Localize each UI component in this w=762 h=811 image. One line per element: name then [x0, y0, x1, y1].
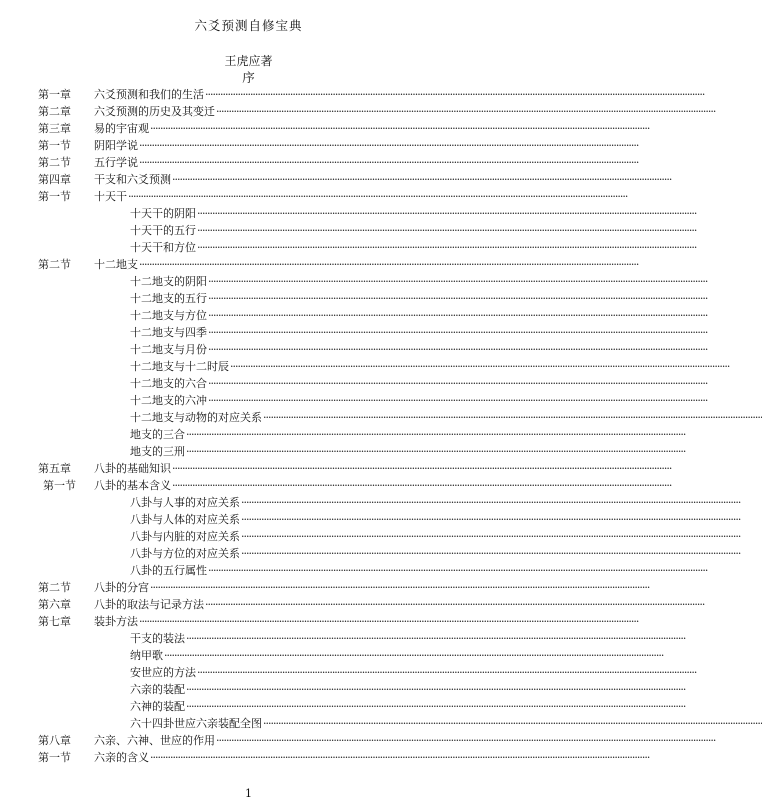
- page-number: 1: [245, 787, 252, 800]
- toc-leader-dots: ········································································································································································································: [139, 258, 639, 271]
- toc-leader-dots: ········································································································································································································: [230, 360, 730, 373]
- toc-leader-dots: ········································································································································································································: [186, 445, 686, 458]
- toc-entry-text: 十二地支与方位: [130, 309, 207, 322]
- toc-entry-label: 第七章: [38, 615, 71, 628]
- toc-leader-dots: ········································································································································································································: [197, 666, 697, 679]
- toc-leader-dots: ········································································································································································································: [150, 581, 650, 594]
- toc-entry-text: 八卦与方位的对应关系: [130, 547, 240, 560]
- toc-entry: [0, 732, 716, 749]
- toc-entry: [0, 426, 686, 443]
- toc-entry-text: 八卦的五行属性: [130, 564, 207, 577]
- toc-leader-dots: ········································································································································································································: [205, 598, 705, 611]
- toc-entry-text: 十二地支与十二时辰: [130, 360, 229, 373]
- toc-entry-label: 第六章: [38, 598, 71, 611]
- toc-entry: [0, 358, 730, 375]
- toc-entry-text: 十二地支的五行: [130, 292, 207, 305]
- toc-leader-dots: ········································································································································································································: [208, 394, 708, 407]
- toc-entry-label: 第二节: [38, 258, 71, 271]
- toc-entry: [0, 341, 708, 358]
- toc-entry: [0, 698, 686, 715]
- toc-entry-text: 六十四卦世应六亲装配全图: [130, 717, 262, 730]
- toc-leader-dots: ········································································································································································································: [186, 632, 686, 645]
- toc-leader-dots: ········································································································································································································: [241, 547, 741, 560]
- toc-entry-text: 十天干的阴阳: [130, 207, 196, 220]
- toc-leader-dots: ········································································································································································································: [172, 462, 672, 475]
- toc-entry: [0, 545, 741, 562]
- toc-leader-dots: ········································································································································································································: [263, 717, 762, 730]
- toc-entry: [0, 273, 708, 290]
- toc-entry: [0, 205, 697, 222]
- toc-entry-text: 地支的三合: [130, 428, 185, 441]
- toc-entry: [0, 494, 741, 511]
- toc-leader-dots: ········································································································································································································: [197, 207, 697, 220]
- toc-entry-text: 五行学说: [94, 156, 138, 169]
- toc-entry: [0, 681, 686, 698]
- toc-entry-label: 第二章: [38, 105, 71, 118]
- toc-entry: [0, 613, 639, 630]
- toc-entry-text: 十二地支的阴阳: [130, 275, 207, 288]
- toc-entry: [0, 307, 708, 324]
- toc-entry-label: 第四章: [38, 173, 71, 186]
- toc-entry-text: 十天干和方位: [130, 241, 196, 254]
- toc-entry-label: 第一节: [38, 139, 71, 152]
- toc-leader-dots: ········································································································································································································: [186, 700, 686, 713]
- toc-entry: [0, 324, 708, 341]
- toc-entry-text: 十二地支的六合: [130, 377, 207, 390]
- toc-entry: [0, 120, 650, 137]
- toc-entry-text: 八卦的取法与记录方法: [94, 598, 204, 611]
- toc-entry: [0, 477, 672, 494]
- toc-entry-text: 六亲的含义: [94, 751, 149, 764]
- toc-leader-dots: ········································································································································································································: [208, 564, 708, 577]
- toc-entry-text: 十二地支的六冲: [130, 394, 207, 407]
- toc-entry: [0, 630, 686, 647]
- toc-leader-dots: ········································································································································································································: [241, 513, 741, 526]
- toc-leader-dots: ········································································································································································································: [172, 173, 672, 186]
- toc-entry: [0, 460, 672, 477]
- toc-entry-label: 第八章: [38, 734, 71, 747]
- toc-leader-dots: ········································································································································································································: [128, 190, 628, 203]
- toc-leader-dots: ········································································································································································································: [208, 326, 708, 339]
- toc-entry-text: 六爻预测和我们的生活: [94, 88, 204, 101]
- toc-entry-text: 地支的三刑: [130, 445, 185, 458]
- author-line: 王虎应著: [224, 54, 273, 68]
- toc-entry: [0, 443, 686, 460]
- toc-entry: [0, 596, 705, 613]
- toc-entry-text: 十二地支: [94, 258, 138, 271]
- toc-entry-text: 十二地支与动物的对应关系: [130, 411, 262, 424]
- toc-leader-dots: ········································································································································································································: [139, 615, 639, 628]
- toc-leader-dots: ········································································································································································································: [150, 122, 650, 135]
- toc-entry-label: 第一节: [38, 190, 71, 203]
- toc-entry: [0, 137, 639, 154]
- toc-entry-text: 八卦与人事的对应关系: [130, 496, 240, 509]
- toc-leader-dots: ········································································································································································································: [197, 241, 697, 254]
- toc-entry-text: 八卦的基础知识: [94, 462, 171, 475]
- toc-entry: [0, 171, 672, 188]
- toc-entry: [0, 409, 762, 426]
- toc-entry: [0, 375, 708, 392]
- toc-entry: [0, 392, 708, 409]
- toc-leader-dots: ········································································································································································································: [205, 88, 705, 101]
- toc-entry-label: 第二节: [38, 156, 71, 169]
- toc-entry: [0, 188, 628, 205]
- toc-entry-text: 干支的装法: [130, 632, 185, 645]
- toc-entry-label: 第一节: [38, 751, 71, 764]
- toc-entry-text: 八卦与人体的对应关系: [130, 513, 240, 526]
- toc-entry-text: 六亲的装配: [130, 683, 185, 696]
- toc-entry-text: 十天干的五行: [130, 224, 196, 237]
- toc-leader-dots: ········································································································································································································: [197, 224, 697, 237]
- toc-entry-label: 第三章: [38, 122, 71, 135]
- toc-leader-dots: ········································································································································································································: [139, 156, 639, 169]
- toc-entry-text: 装卦方法: [94, 615, 138, 628]
- toc-entry-text: 十天干: [94, 190, 127, 203]
- toc-leader-dots: ········································································································································································································: [216, 105, 716, 118]
- toc-entry: [0, 103, 716, 120]
- toc-leader-dots: ········································································································································································································: [172, 479, 672, 492]
- preface-heading: 序: [242, 70, 255, 85]
- toc-leader-dots: ········································································································································································································: [263, 411, 762, 424]
- toc-entry-text: 六爻预测的历史及其变迁: [94, 105, 215, 118]
- toc-entry: [0, 256, 639, 273]
- toc-entry: [0, 579, 650, 596]
- toc-entry: [0, 664, 697, 681]
- toc-entry-text: 八卦的分宫: [94, 581, 149, 594]
- toc-entry: [0, 511, 741, 528]
- toc-leader-dots: ········································································································································································································: [241, 496, 741, 509]
- toc-leader-dots: ········································································································································································································: [216, 734, 716, 747]
- toc-entry-text: 六亲、六神、世应的作用: [94, 734, 215, 747]
- toc-leader-dots: ········································································································································································································: [208, 292, 708, 305]
- toc-entry: [0, 154, 639, 171]
- toc-leader-dots: ········································································································································································································: [208, 343, 708, 356]
- toc-leader-dots: ········································································································································································································: [164, 649, 664, 662]
- toc-entry: [0, 290, 708, 307]
- toc-entry-label: 第一章: [38, 88, 71, 101]
- toc-entry-text: 十二地支与四季: [130, 326, 207, 339]
- toc-entry: [0, 562, 708, 579]
- toc-entry-label: 第五章: [38, 462, 71, 475]
- toc-entry-text: 易的宇宙观: [94, 122, 149, 135]
- toc-entry: [0, 528, 741, 545]
- toc-leader-dots: ········································································································································································································: [208, 309, 708, 322]
- toc-entry-text: 十二地支与月份: [130, 343, 207, 356]
- toc-leader-dots: ········································································································································································································: [186, 428, 686, 441]
- toc-entry: [0, 239, 697, 256]
- toc-leader-dots: ········································································································································································································: [139, 139, 639, 152]
- toc-entry: [0, 86, 705, 103]
- toc-leader-dots: ········································································································································································································: [241, 530, 741, 543]
- toc-entry-text: 阴阳学说: [94, 139, 138, 152]
- toc-leader-dots: ········································································································································································································: [186, 683, 686, 696]
- toc-entry: [0, 715, 762, 732]
- toc-entry: [0, 749, 650, 766]
- toc-entry-text: 安世应的方法: [130, 666, 196, 679]
- toc-entry-text: 八卦的基本含义: [94, 479, 171, 492]
- toc-entry-label: 第一节: [43, 479, 76, 492]
- toc-leader-dots: ········································································································································································································: [208, 377, 708, 390]
- toc-entry-text: 六神的装配: [130, 700, 185, 713]
- toc-entry-text: 八卦与内脏的对应关系: [130, 530, 240, 543]
- toc-entry-text: 纳甲歌: [130, 649, 163, 662]
- toc-leader-dots: ········································································································································································································: [208, 275, 708, 288]
- toc-entry: [0, 222, 697, 239]
- toc-entry-text: 干支和六爻预测: [94, 173, 171, 186]
- toc-leader-dots: ········································································································································································································: [150, 751, 650, 764]
- toc-entry-label: 第二节: [38, 581, 71, 594]
- document-title: 六爻预测自修宝典: [194, 18, 303, 33]
- toc-entry: [0, 647, 664, 664]
